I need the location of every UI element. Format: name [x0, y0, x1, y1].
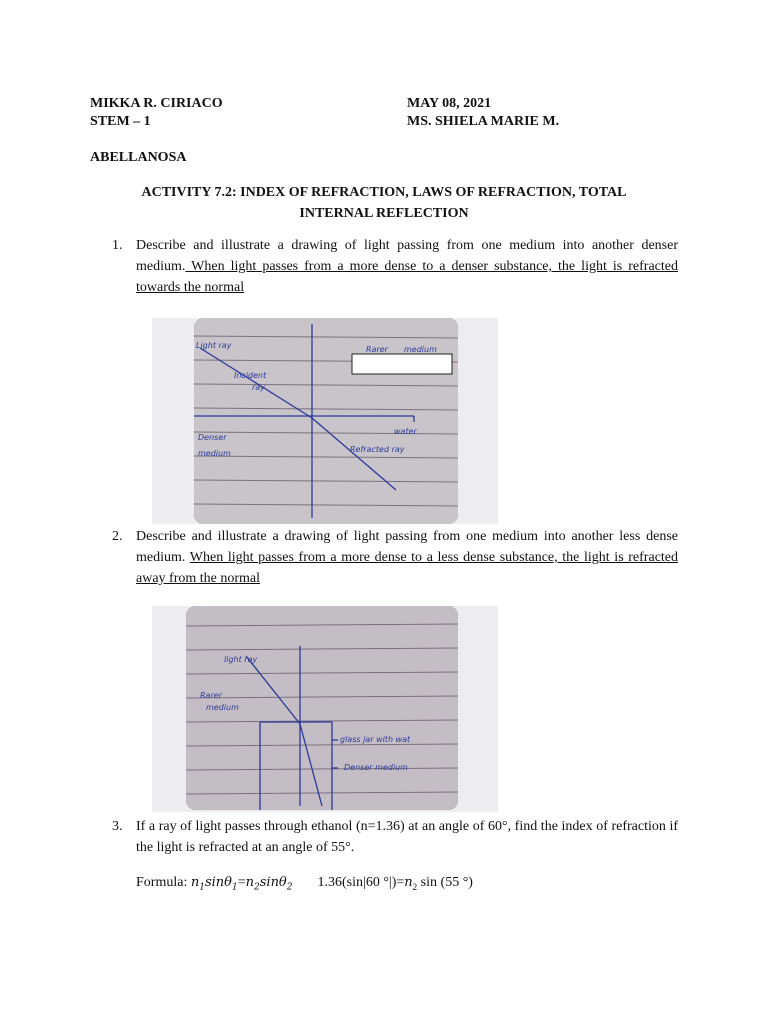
label-denser-medium: medium — [198, 449, 231, 458]
answer-text: When light passes from a more dense to a denser substance, the light is refracted towards the normal — [136, 259, 678, 295]
label-rarer: Rarer — [200, 691, 222, 700]
label-medium: medium — [404, 345, 437, 354]
question-number: 3. — [112, 819, 123, 834]
sketch-2-drawing — [186, 606, 458, 810]
question-number: 1. — [112, 238, 123, 253]
label-ray: ray — [252, 383, 265, 392]
sketch-2-photo — [186, 606, 458, 810]
answer-text: When light passes from a more dense to a less dense substance, the light is refracted away from the normal — [136, 550, 679, 586]
sketch-1-drawing — [194, 318, 458, 524]
question-1 — [112, 235, 678, 298]
sketch-1-photo — [194, 318, 458, 524]
teacher-name: MS. SHIELA MARIE M. — [407, 114, 560, 129]
question-3 — [112, 816, 678, 858]
question-number: 2. — [112, 529, 123, 544]
activity-title — [90, 182, 678, 224]
teacher-surname: ABELLANOSA — [90, 150, 187, 165]
date-label: MAY 08, 2021 — [407, 96, 492, 111]
student-name: MIKKA R. CIRIACO — [90, 96, 223, 111]
formula-n2: $n_2\sin\theta_2$ — [245, 875, 293, 893]
title-line-1: ACTIVITY 7.2: INDEX OF REFRACTION, LAWS OF REFRACTION, TOTAL — [141, 185, 627, 200]
formula-equals: = — [237, 875, 246, 890]
formula-n1: $n_1\sin\theta_1$ — [190, 875, 238, 893]
label-incident: Incident — [234, 371, 267, 380]
title-line-2: INTERNAL REFLECTION — [299, 206, 469, 221]
formula-rhs: 1.36(sin|60 $^\circ|)=n_2$ sin (55 °) — [317, 875, 473, 892]
label-light-ray: light ray — [224, 655, 258, 664]
question-text: If a ray of light passes through ethanol (n=1.36) at an angle of 60°, find the index of refraction if the light is refracted at an angle of 55°. — [136, 819, 678, 855]
label-medium: medium — [206, 703, 239, 712]
section-label: STEM – 1 — [90, 114, 151, 129]
label-light-ray: Light ray — [196, 341, 232, 350]
label-denser-medium: Denser medium — [344, 763, 408, 772]
label-denser: Denser — [198, 433, 227, 442]
formula-label: Formula: — [136, 875, 188, 890]
question-2 — [112, 526, 678, 589]
formula-line — [136, 872, 473, 899]
question-text: Describe and illustrate a drawing of light passing from one medium into another denser medium. — [136, 238, 678, 274]
label-water: water — [394, 427, 417, 436]
label-rarer: Rarer — [366, 345, 388, 354]
question-text: Describe and illustrate a drawing of light passing from one medium into another less dense medium. — [136, 529, 678, 565]
label-refracted-ray: Refracted ray — [350, 445, 405, 454]
label-glass-jar: glass jar with wat — [340, 735, 411, 744]
